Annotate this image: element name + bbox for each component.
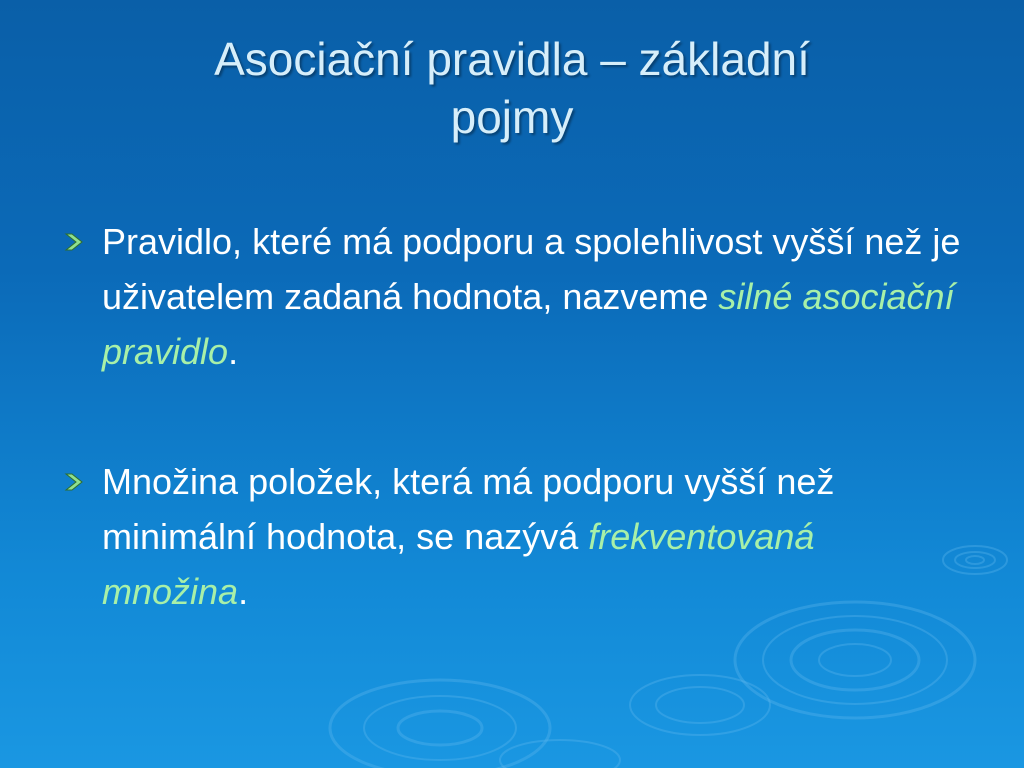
bullet-text-plain: Pravidlo, které má podporu a spolehlivost vyšší než je uživatelem zadaná hodnota, nazveme xyxy=(102,221,961,317)
bullet-text-end: . xyxy=(228,331,239,372)
slide-title-line-1: Asociační pravidla – základní xyxy=(214,33,810,85)
bullet-text-end: . xyxy=(238,571,249,612)
bullet-text xyxy=(102,214,962,379)
bullet-text xyxy=(102,454,962,619)
slide-title-line-2: pojmy xyxy=(450,91,574,143)
bullet-text-plain: Množina položek, která má podporu vyšší než minimální hodnota, se nazývá xyxy=(102,461,835,557)
chevron-right-icon xyxy=(62,468,90,496)
bullet-emphasis-term: silné asociační pravidlo xyxy=(102,276,955,372)
slide-title xyxy=(60,30,964,146)
bullet-emphasis-term: frekventovaná množina xyxy=(102,516,815,612)
chevron-right-icon xyxy=(62,228,90,256)
